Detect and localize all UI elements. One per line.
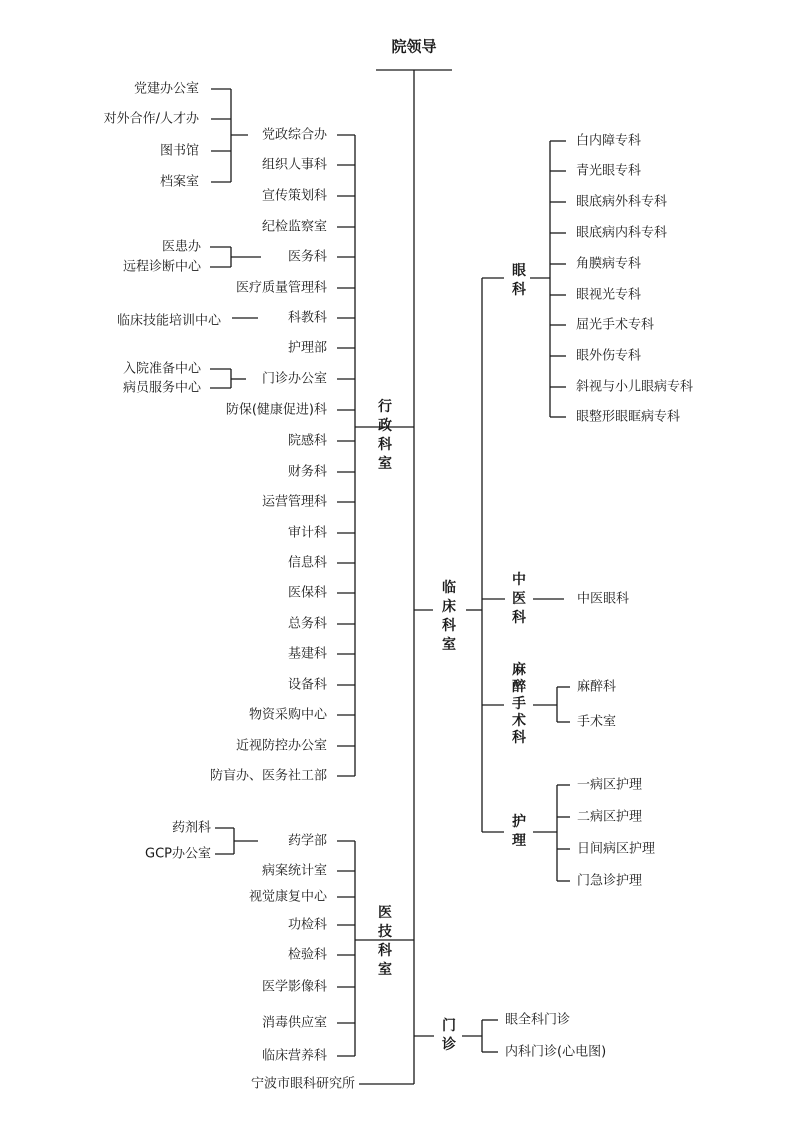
root-leadership-label: 院领导 (391, 37, 437, 56)
eye-dept-label: 眼科 (512, 263, 526, 298)
tech-dept-2: 病案统计室 (261, 863, 327, 879)
nursing-dept-label: 护理 (512, 814, 526, 849)
outpatient-item-2: 内科门诊(心电图) (505, 1044, 607, 1060)
admin-group-label: 行政科室 (378, 399, 392, 472)
tech-dept-6: 医学影像科 (261, 979, 327, 995)
anes-dept-label: 麻醉手术科 (512, 662, 526, 746)
admin-dept-18: 基建科 (287, 646, 327, 662)
admin-dept-5: 医务科 (287, 249, 327, 265)
outpatient-office-sub-1: 入院准备中心 (122, 361, 201, 377)
outpatient-group-label: 门诊 (442, 1018, 456, 1053)
tcm-dept-label: 中医科 (512, 572, 526, 626)
eye-specialty-7: 屈光手术专科 (576, 317, 655, 333)
admin-dept-11: 院感科 (287, 433, 327, 449)
admin-dept-8: 护理部 (287, 340, 327, 356)
eye-specialty-2: 青光眼专科 (576, 163, 642, 179)
nursing-item-3: 日间病区护理 (577, 841, 656, 857)
admin-dept-2: 组织人事科 (261, 157, 327, 173)
outpatient-item-1: 眼全科门诊 (505, 1012, 571, 1028)
nursing-item-4: 门急诊护理 (577, 873, 643, 889)
admin-dept-19: 设备科 (287, 677, 327, 693)
tech-group-label: 医技科室 (378, 905, 392, 978)
tech-dept-8: 临床营养科 (261, 1048, 327, 1064)
research-institute-label: 宁波市眼科研究所 (250, 1076, 356, 1092)
tech-dept-4: 功检科 (287, 917, 327, 933)
pharmacy-sub-2: GCP办公室 (145, 846, 211, 862)
party-office-sub-1: 党建办公室 (133, 81, 199, 97)
party-office-sub-3: 图书馆 (159, 143, 199, 159)
admin-dept-12: 财务科 (287, 464, 327, 480)
eye-specialty-4: 眼底病内科专科 (576, 225, 668, 241)
anes-item-2: 手术室 (577, 714, 617, 730)
admin-dept-22: 防盲办、医务社工部 (209, 768, 327, 784)
eye-specialty-8: 眼外伤专科 (576, 348, 642, 364)
tcm-item-1: 中医眼科 (577, 591, 630, 607)
admin-dept-20: 物资采购中心 (248, 707, 327, 723)
admin-dept-10: 防保(健康促进)科 (225, 402, 327, 418)
clinical-group-label: 临床科室 (442, 580, 456, 653)
eye-specialty-10: 眼整形眼眶病专科 (576, 409, 681, 425)
medical-affairs-sub-2: 远程诊断中心 (122, 259, 201, 275)
eye-specialty-9: 斜视与小儿眼病专科 (576, 379, 694, 395)
admin-dept-13: 运营管理科 (261, 494, 327, 510)
eye-specialty-3: 眼底病外科专科 (576, 194, 668, 210)
anes-item-1: 麻醉科 (577, 679, 617, 695)
tech-dept-7: 消毒供应室 (261, 1015, 327, 1031)
tech-dept-1: 药学部 (287, 833, 327, 849)
nursing-item-2: 二病区护理 (577, 809, 643, 825)
admin-dept-4: 纪检监察室 (261, 219, 327, 235)
admin-dept-15: 信息科 (287, 555, 327, 571)
admin-dept-21: 近视防控办公室 (235, 738, 327, 754)
party-office-sub-4: 档案室 (159, 174, 199, 190)
admin-dept-17: 总务科 (287, 616, 327, 632)
outpatient-office-sub-2: 病员服务中心 (122, 380, 201, 396)
nursing-item-1: 一病区护理 (577, 777, 643, 793)
admin-dept-6: 医疗质量管理科 (235, 280, 327, 296)
education-sub-1: 临床技能培训中心 (116, 313, 221, 329)
pharmacy-sub-1: 药剂科 (171, 820, 211, 836)
admin-dept-16: 医保科 (287, 585, 327, 601)
eye-specialty-6: 眼视光专科 (576, 287, 642, 303)
admin-dept-7: 科教科 (287, 310, 327, 326)
admin-dept-9: 门诊办公室 (261, 371, 327, 387)
admin-dept-3: 宣传策划科 (261, 188, 327, 204)
tech-dept-3: 视觉康复中心 (248, 889, 327, 905)
tech-dept-5: 检验科 (287, 947, 327, 963)
medical-affairs-sub-1: 医患办 (161, 239, 201, 255)
party-office-sub-2: 对外合作/人才办 (103, 111, 199, 127)
eye-specialty-1: 白内障专科 (576, 133, 642, 149)
eye-specialty-5: 角膜病专科 (576, 256, 642, 272)
admin-dept-1: 党政综合办 (261, 127, 327, 143)
admin-dept-14: 审计科 (287, 525, 327, 541)
